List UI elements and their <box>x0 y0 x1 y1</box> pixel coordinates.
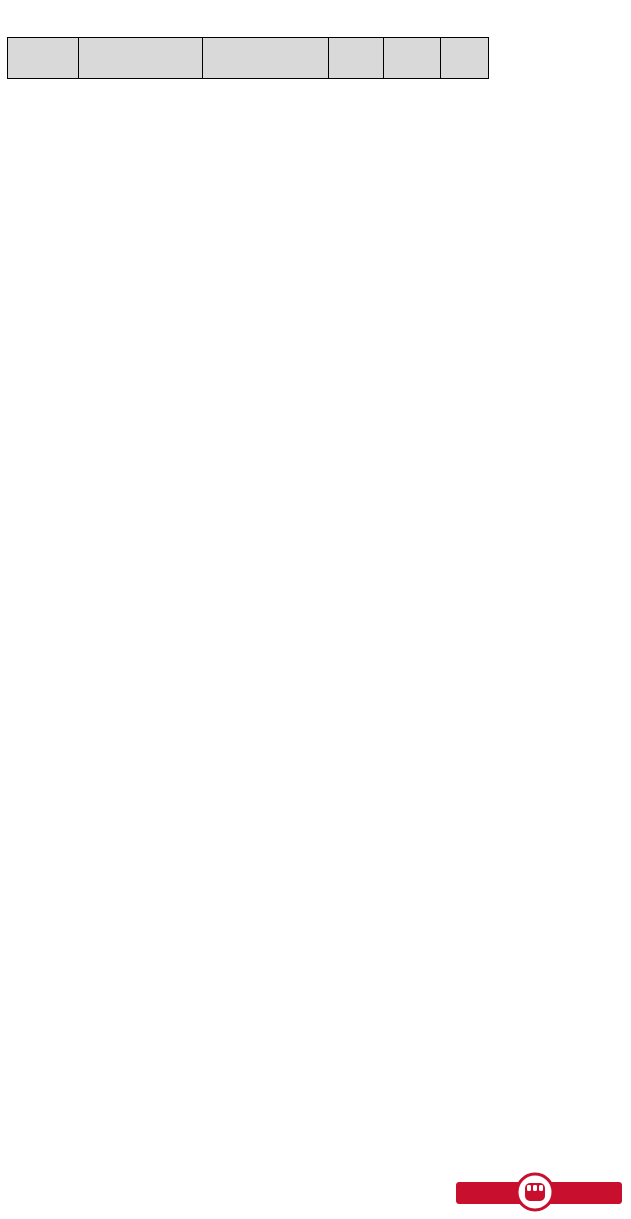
header-zekken <box>8 38 79 79</box>
header-weight <box>384 38 441 79</box>
header-age <box>441 38 489 79</box>
header-branch <box>79 38 203 79</box>
fist-icon <box>516 1170 554 1214</box>
table-header-row <box>8 38 489 79</box>
super-karate-logo <box>456 1170 622 1214</box>
header-name <box>203 38 329 79</box>
tournament-bracket <box>500 0 631 1219</box>
roster-table <box>7 37 489 79</box>
header-height <box>329 38 384 79</box>
